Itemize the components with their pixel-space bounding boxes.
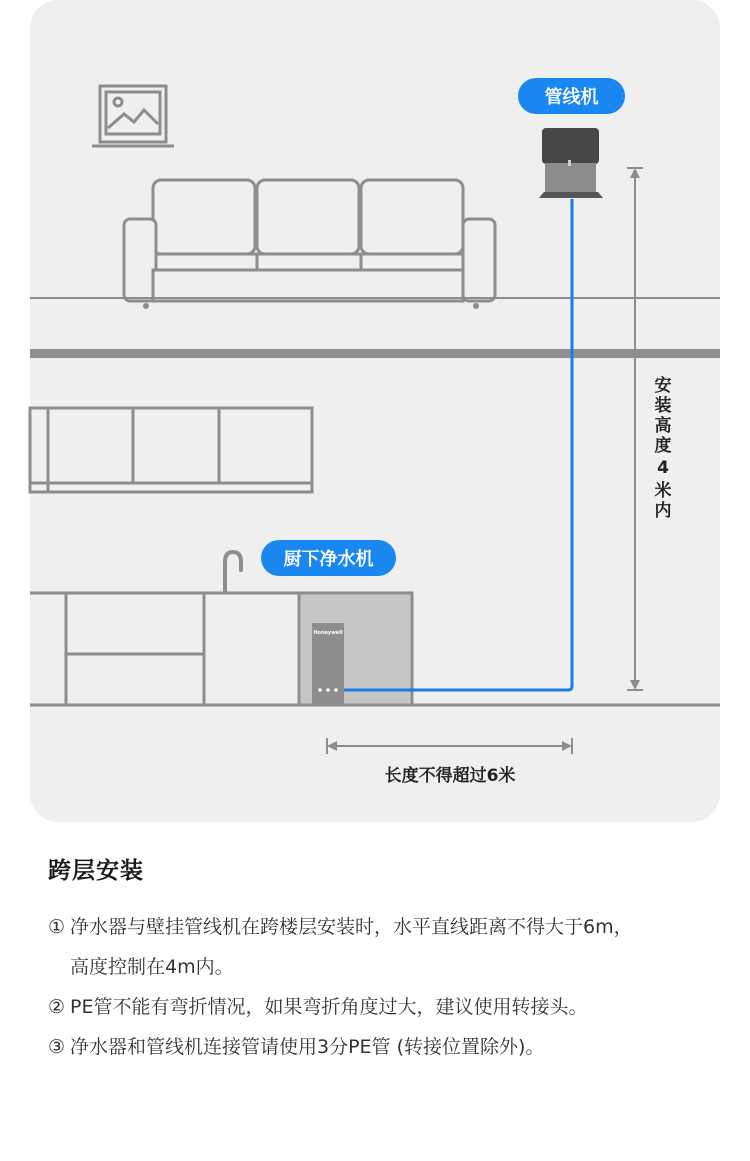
section-title: 跨层安装 xyxy=(48,858,144,884)
svg-text:安: 安 xyxy=(654,376,672,396)
note-1: ① 净水器与壁挂管线机在跨楼层安装时，水平直线距离不得大于6m， xyxy=(48,916,633,938)
svg-text:管线机: 管线机 xyxy=(544,87,599,108)
svg-text:厨下净水机: 厨下净水机 xyxy=(283,549,374,570)
svg-text:装: 装 xyxy=(654,396,672,416)
height-limit-label xyxy=(655,375,672,521)
water-purifier-unit xyxy=(312,623,344,705)
sofa-icon xyxy=(124,180,495,301)
under-sink-unit-label xyxy=(261,540,396,576)
wall-dispenser-unit xyxy=(539,128,603,198)
svg-text:Honeywell: Honeywell xyxy=(313,630,343,636)
note-1-continued: 高度控制在4m内。 xyxy=(70,956,234,978)
install-notes-section xyxy=(48,852,728,1067)
floor-slab xyxy=(30,349,720,358)
svg-text:高: 高 xyxy=(654,416,672,436)
length-limit-label: 长度不得超过6米 xyxy=(384,766,516,786)
svg-text:米: 米 xyxy=(654,481,672,501)
svg-text:内: 内 xyxy=(654,501,672,521)
note-2: ② PE管不能有弯折情况，如果弯折角度过大，建议使用转接头。 xyxy=(48,996,588,1018)
note-3: ③ 净水器和管线机连接管请使用3分PE管 (转接位置除外)。 xyxy=(48,1036,545,1058)
wall-unit-label xyxy=(518,78,625,114)
svg-text:度: 度 xyxy=(654,436,672,456)
svg-text:4: 4 xyxy=(657,458,669,478)
